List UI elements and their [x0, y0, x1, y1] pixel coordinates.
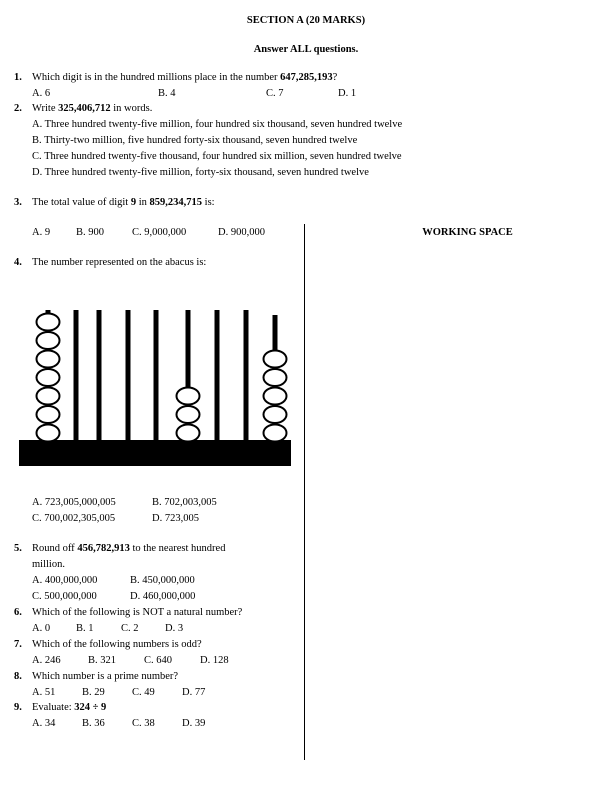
option: A. 51: [32, 687, 56, 698]
question-number: 2.: [14, 103, 22, 114]
option: D. Three hundred twenty-five million, forty-six thousand, seven hundred twelve: [32, 167, 369, 178]
option: B. Thirty-two million, five hundred forty-six thousand, seven hundred twelve: [32, 135, 358, 146]
instruction: Answer ALL questions.: [253, 44, 359, 55]
abacus-rod: [126, 310, 131, 445]
abacus-base: [19, 440, 291, 466]
question-4-stem: The number represented on the abacus is:: [32, 257, 207, 268]
option: D. 128: [200, 655, 229, 666]
option: A. 34: [32, 718, 56, 729]
option: D. 3: [165, 623, 184, 634]
abacus-rod: [244, 310, 249, 445]
abacus-bead: [264, 388, 287, 405]
option: B. 4: [158, 88, 176, 99]
option: A. 9: [32, 227, 51, 238]
option: D. 900,000: [218, 227, 265, 238]
abacus-rod: [97, 310, 102, 445]
question-5-stem-cont: million.: [32, 559, 65, 570]
option: B. 1: [76, 623, 94, 634]
question-number: 1.: [14, 72, 22, 83]
option: C. 640: [144, 655, 173, 666]
abacus-bead: [37, 351, 60, 368]
option: C. 700,002,305,005: [32, 513, 116, 524]
option: A. 0: [32, 623, 51, 634]
question-9-stem: Evaluate: 324 ÷ 9: [32, 702, 107, 713]
option: B. 36: [82, 718, 105, 729]
option: A. 400,000,000: [32, 575, 98, 586]
option: A. 723,005,000,005: [32, 497, 116, 508]
abacus-bead: [264, 369, 287, 386]
option: D. 723,005: [152, 513, 199, 524]
option: B. 702,003,005: [152, 497, 217, 508]
question-5-stem: Round off 456,782,913 to the nearest hundred: [32, 543, 226, 554]
abacus-bead: [177, 425, 200, 442]
option: B. 29: [82, 687, 105, 698]
abacus-bead: [37, 388, 60, 405]
abacus-image: [0, 290, 300, 475]
option: C. 2: [121, 623, 139, 634]
abacus-bead: [37, 314, 60, 331]
option: A. 246: [32, 655, 61, 666]
question-number: 7.: [14, 639, 22, 650]
working-space-divider: [304, 224, 305, 760]
option: A. Three hundred twenty-five million, four hundred six thousand, seven hundred twelve: [32, 119, 403, 130]
option: C. 7: [266, 88, 284, 99]
question-3-stem: The total value of digit 9 in 859,234,715 is:: [32, 197, 215, 208]
question-number: 5.: [14, 543, 22, 554]
option: C. 9,000,000: [132, 227, 187, 238]
question-number: 9.: [14, 702, 22, 713]
abacus-rod: [74, 310, 79, 445]
abacus-rod: [215, 310, 220, 445]
option: C. 500,000,000: [32, 591, 97, 602]
abacus-bead: [264, 406, 287, 423]
question-number: 3.: [14, 197, 22, 208]
option: B. 900: [76, 227, 105, 238]
abacus-bead: [37, 406, 60, 423]
option: D. 1: [338, 88, 357, 99]
question-number: 8.: [14, 671, 22, 682]
abacus-bead: [177, 388, 200, 405]
abacus-bead: [37, 425, 60, 442]
abacus-bead: [264, 425, 287, 442]
abacus-bead: [264, 351, 287, 368]
question-2-stem: Write 325,406,712 in words.: [32, 103, 153, 114]
abacus-bead: [177, 406, 200, 423]
abacus-bead: [37, 332, 60, 349]
question-7-stem: Which of the following numbers is odd?: [32, 639, 202, 650]
working-space-heading: WORKING SPACE: [422, 227, 513, 238]
option: C. 38: [132, 718, 155, 729]
question-number: 6.: [14, 607, 22, 618]
question-number: 4.: [14, 257, 22, 268]
question-8-stem: Which number is a prime number?: [32, 671, 179, 682]
question-6-stem: Which of the following is NOT a natural number?: [32, 607, 243, 618]
option: D. 77: [182, 687, 206, 698]
abacus-rod: [154, 310, 159, 445]
option: C. 49: [132, 687, 155, 698]
option: D. 460,000,000: [130, 591, 196, 602]
option: B. 321: [88, 655, 117, 666]
abacus-bead: [37, 369, 60, 386]
question-1-stem: Which digit is in the hundred millions place in the number 647,285,193?: [32, 72, 338, 83]
option: C. Three hundred twenty-five thousand, four hundred six million, seven hundred twelve: [32, 151, 402, 162]
section-title: SECTION A (20 MARKS): [246, 15, 366, 26]
option: A. 6: [32, 88, 51, 99]
option: D. 39: [182, 718, 206, 729]
option: B. 450,000,000: [130, 575, 195, 586]
